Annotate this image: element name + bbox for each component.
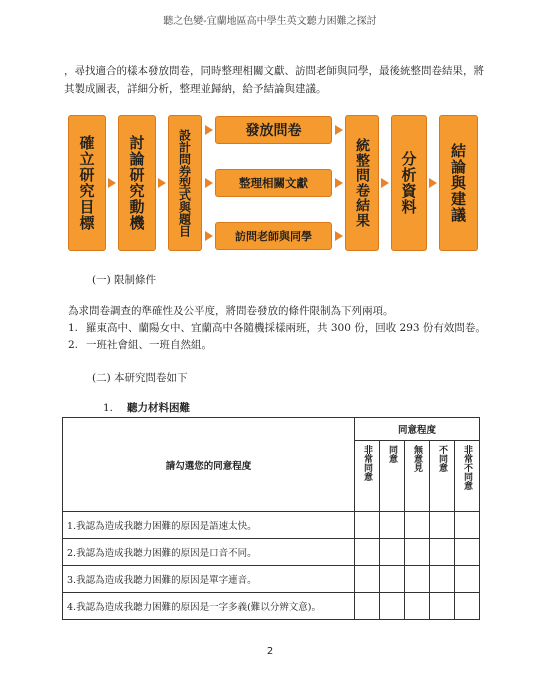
answer-checkbox-cell[interactable] — [430, 593, 455, 620]
option-header: 同意 — [380, 441, 405, 512]
agreement-group-header: 同意程度 — [355, 418, 480, 441]
flow-step-establish-goal: 確立研究目標 — [68, 115, 106, 251]
intro-paragraph: ，尋找適合的樣本發放問卷，同時整理相關文獻、訪問老師與同學，最後統整問卷結果，將其製成圖表，詳細分析，整理並歸納，給予結論與建議。 — [64, 65, 484, 95]
flow-step-integrate-results: 統整問卷結果 — [345, 115, 379, 251]
limit-item-text: 羅東高中、蘭陽女中、宜蘭高中各隨機採樣兩班，共 300 份，回收 293 份有效問卷。 — [86, 322, 486, 334]
research-flow-diagram — [68, 110, 478, 250]
question-cell: 1.我認為造成我聽力困難的原因是語速太快。 — [63, 512, 355, 539]
answer-checkbox-cell[interactable] — [405, 539, 430, 566]
answer-checkbox-cell[interactable] — [455, 539, 480, 566]
flow-arrow — [429, 178, 437, 188]
option-header: 無意見 — [405, 441, 430, 512]
limit-item — [68, 337, 488, 354]
answer-checkbox-cell[interactable] — [355, 539, 380, 566]
answer-checkbox-cell[interactable] — [455, 593, 480, 620]
question-cell: 4.我認為造成我聽力困難的原因是一字多義(難以分辨文意)。 — [63, 593, 355, 620]
flow-step-distribute: 發放問卷 — [215, 116, 332, 144]
flow-arrow — [335, 125, 343, 135]
subsection-text: 聽力材料困難 — [127, 402, 190, 414]
flow-arrow — [205, 125, 213, 135]
flow-step-analyze-data: 分析資料 — [391, 115, 427, 251]
limits-lead: 為求問卷調查的準確性及公平度，將問卷發放的條件限制為下列兩項。 — [68, 305, 394, 317]
option-header: 不同意 — [430, 441, 455, 512]
flow-arrow — [158, 178, 166, 188]
answer-checkbox-cell[interactable] — [380, 512, 405, 539]
flow-arrow — [205, 178, 213, 188]
table-row — [63, 593, 480, 620]
page-number: 2 — [266, 646, 274, 657]
limit-item-text: 一班社會組、一班自然組。 — [86, 339, 212, 351]
answer-checkbox-cell[interactable] — [405, 566, 430, 593]
flow-step-design-questionnaire: 設計問券型式與題目 — [168, 115, 202, 251]
flow-arrow — [335, 178, 343, 188]
page-header: 聽之色變-宜蘭地區高中學生英文聽力困難之探討 — [163, 16, 377, 27]
flow-arrow — [108, 178, 116, 188]
flow-arrow — [335, 231, 343, 241]
answer-checkbox-cell[interactable] — [355, 566, 380, 593]
flow-step-literature: 整理相關文獻 — [215, 169, 332, 197]
flow-step-discuss-motivation: 討論研究動機 — [118, 115, 156, 251]
table-row — [63, 512, 480, 539]
option-header: 非常同意 — [355, 441, 380, 512]
answer-checkbox-cell[interactable] — [355, 593, 380, 620]
answer-checkbox-cell[interactable] — [405, 593, 430, 620]
table-row — [63, 539, 480, 566]
table-row — [63, 566, 480, 593]
section-title-questionnaire: (二) 本研究問卷如下 — [92, 372, 188, 384]
answer-checkbox-cell[interactable] — [455, 512, 480, 539]
answer-checkbox-cell[interactable] — [430, 512, 455, 539]
section-title-limits: (一) 限制條件 — [92, 274, 157, 286]
answer-checkbox-cell[interactable] — [405, 512, 430, 539]
answer-checkbox-cell[interactable] — [430, 566, 455, 593]
flow-arrow — [381, 178, 389, 188]
subsection-number: 1. — [103, 402, 114, 414]
flow-step-interview: 訪問老師與同學 — [215, 222, 332, 250]
limit-item-number: 2. — [68, 339, 79, 351]
answer-checkbox-cell[interactable] — [355, 512, 380, 539]
answer-checkbox-cell[interactable] — [380, 566, 405, 593]
limit-item — [68, 320, 488, 337]
flow-step-conclusion: 結論與建議 — [439, 115, 478, 251]
answer-checkbox-cell[interactable] — [380, 539, 405, 566]
answer-checkbox-cell[interactable] — [455, 566, 480, 593]
answer-checkbox-cell[interactable] — [380, 593, 405, 620]
limit-item-number: 1. — [68, 322, 79, 334]
flow-arrow — [205, 231, 213, 241]
answer-checkbox-cell[interactable] — [430, 539, 455, 566]
table-header-row — [63, 418, 480, 441]
option-header: 非常不同意 — [455, 441, 480, 512]
subsection-heading — [103, 400, 190, 415]
question-column-header: 請勾選您的同意程度 — [63, 418, 355, 512]
question-cell: 3.我認為造成我聽力困難的原因是單字連音。 — [63, 566, 355, 593]
question-cell: 2.我認為造成我聽力困難的原因是口音不同。 — [63, 539, 355, 566]
survey-table — [62, 417, 480, 620]
